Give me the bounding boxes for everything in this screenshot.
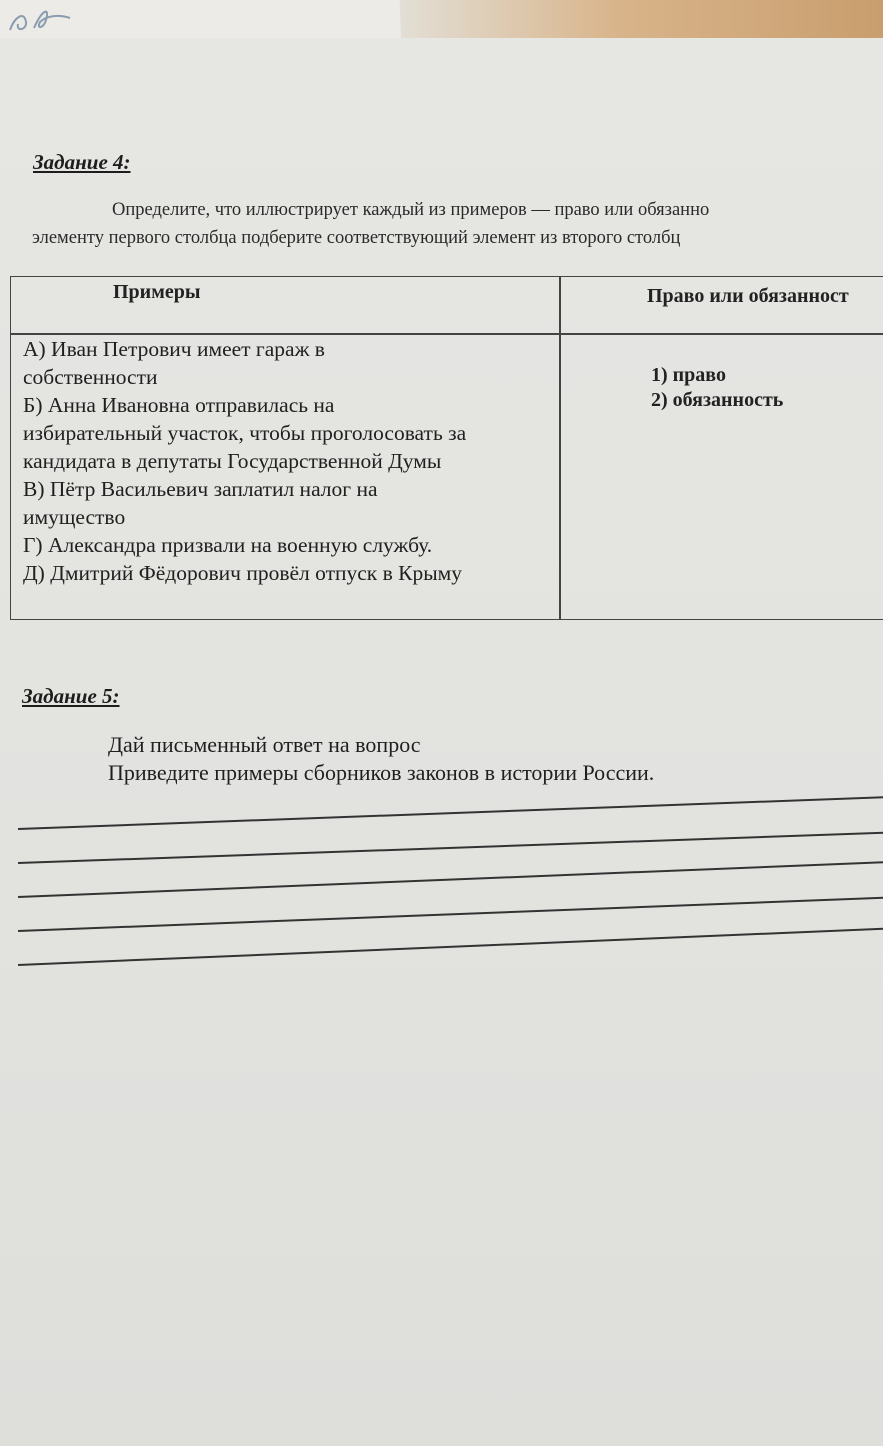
matching-table bbox=[10, 276, 883, 620]
answer-line[interactable] bbox=[18, 928, 883, 966]
worksheet-page bbox=[0, 38, 883, 1446]
answer-line[interactable] bbox=[18, 861, 883, 897]
option-right: 1) право bbox=[651, 364, 726, 386]
answer-line[interactable] bbox=[18, 796, 883, 829]
option-duty: 2) обязанность bbox=[651, 389, 784, 411]
task5-instruction: Дай письменный ответ на вопрос bbox=[108, 732, 421, 757]
example-line: Д) Дмитрий Фёдорович провёл отпуск в Крыму bbox=[23, 561, 463, 585]
example-line: имущество bbox=[23, 505, 126, 529]
example-line: В) Пётр Васильевич заплатил налог на bbox=[23, 477, 378, 501]
options-list bbox=[651, 363, 783, 413]
example-line: Б) Анна Ивановна отправилась на bbox=[23, 393, 335, 417]
task5-title: Задание 5: bbox=[22, 684, 120, 708]
example-line: собственности bbox=[23, 365, 158, 389]
answer-line[interactable] bbox=[18, 832, 883, 864]
col-header-examples: Примеры bbox=[113, 281, 201, 303]
example-line: кандидата в депутаты Государственной Думы bbox=[23, 449, 442, 473]
task4-title: Задание 4: bbox=[33, 150, 131, 174]
example-line: А) Иван Петрович имеет гараж в bbox=[23, 337, 325, 361]
task4-instruction-line2: элементу первого столбца подберите соответствующий элемент из второго столбц bbox=[32, 228, 681, 248]
task4-instruction-line1: Определите, что иллюстрирует каждый из примеров — право или обязанно bbox=[112, 200, 710, 220]
handwritten-scribble bbox=[6, 0, 76, 34]
example-line: избирательный участок, чтобы проголосовать за bbox=[23, 421, 467, 445]
example-line: Г) Александра призвали на военную службу. bbox=[23, 533, 433, 557]
task5-question: Приведите примеры сборников законов в истории России. bbox=[108, 760, 655, 785]
examples-list bbox=[23, 335, 563, 587]
answer-line[interactable] bbox=[18, 897, 883, 932]
col-header-right-or-duty: Право или обязанност bbox=[647, 285, 849, 307]
